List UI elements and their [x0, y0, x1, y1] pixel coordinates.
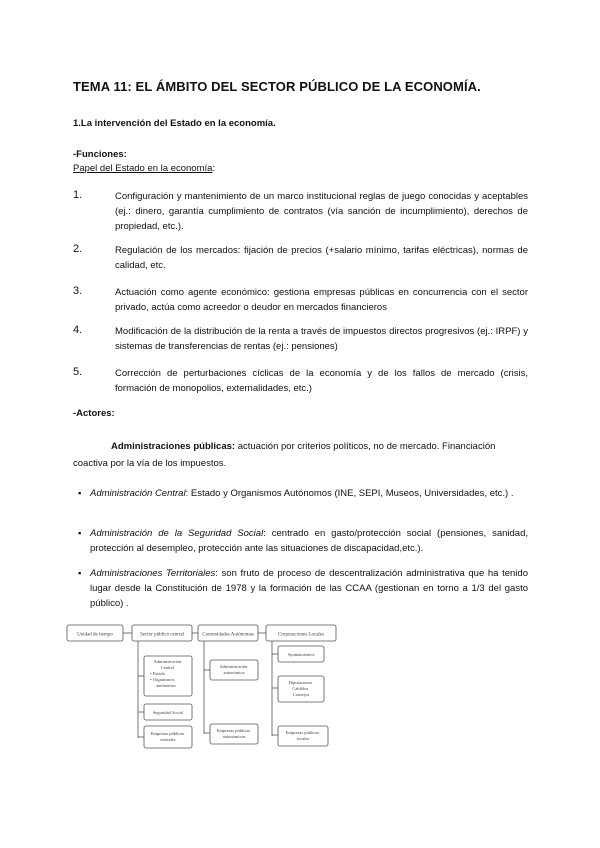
list-item — [73, 285, 528, 315]
diagram-line: Empresas públicas — [150, 731, 185, 736]
diagram-line: Administración — [219, 664, 248, 669]
diagram-line: Consejos — [292, 692, 310, 697]
section-heading: 1.La intervención del Estado en la economía. — [73, 118, 276, 129]
administraciones-bold: Administraciones públicas: — [111, 441, 236, 452]
page-title: TEMA 11: EL ÁMBITO DEL SECTOR PÚBLICO DE LA ECONOMÍA. — [73, 79, 481, 94]
funciones-label: -Funciones: — [73, 149, 127, 160]
list-text: Configuración y mantenimiento de un marco institucional reglas de juego conocidas y aceptables (ej.: dinero, garantía cumplimiento de contratos (vía sanción de incumplimiento), derechos de propiedad, etc.). — [115, 191, 528, 232]
diagram-line: autonómicas — [222, 734, 246, 739]
diagram-box-text: Ayuntamientos — [287, 652, 315, 657]
bullet-text: : centrado en gasto/protección social (pensiones, sanidad, protección al desempleo, protección ante las situaciones de discapacidad,etc.). — [90, 528, 528, 554]
list-item — [73, 189, 528, 234]
actores-label: -Actores: — [73, 408, 115, 419]
list-text: Corrección de perturbaciones cíclicas de la economía y de los fallos de mercado (crisis, formación de monopolios, externalidades, etc.) — [115, 368, 528, 394]
diagram-line: • Organismos — [150, 677, 175, 682]
list-number: 2. — [73, 243, 83, 255]
indent — [73, 441, 111, 452]
list-text: Modificación de la distribución de la renta a través de impuestos directos progresivos (ej.: IRPF) y sistemas de transferencias de rentas (ej.: pensiones) — [115, 326, 528, 352]
bullet-text: : son fruto de proceso de descentralización administrativa que ha tenido lugar desde la Constitución de 1978 y la formación de las CCAA (gestionan en torno a 1/3 del gasto público) . — [90, 568, 528, 609]
diagram-col1-label: Sector público central — [140, 632, 184, 638]
diagram-line: Central — [160, 665, 175, 670]
bullet-text: : Estado y Organismos Autónomos (INE, SEPI, Museos, Universidades, etc.) . — [185, 488, 514, 499]
diagram-line: autonómica — [223, 670, 245, 675]
bullet-italic-name: Administración de la Seguridad Social — [90, 528, 264, 539]
bullet-italic-name: Administración Central — [90, 488, 186, 499]
papel-colon: : — [212, 163, 216, 174]
bullet-icon: ▪ — [78, 488, 82, 499]
bullet-italic-name: Administraciones Territoriales — [90, 568, 216, 579]
list-number: 4. — [73, 324, 83, 336]
diagram-root-label: Unidad de tiempo — [77, 632, 113, 638]
papel-label-text: Papel del Estado en la economía — [73, 163, 213, 174]
list-item — [73, 324, 528, 354]
papel-label — [73, 163, 215, 174]
list-item — [78, 566, 528, 611]
list-number: 5. — [73, 366, 83, 378]
diagram-line: Administración — [153, 659, 182, 664]
list-number: 1. — [73, 189, 83, 201]
list-item — [78, 486, 528, 501]
diagram-line: Diputaciones — [288, 680, 313, 685]
diagram-line: locales — [296, 736, 310, 741]
list-number: 3. — [73, 285, 83, 297]
list-item — [73, 366, 528, 396]
list-text: Regulación de los mercados: fijación de precios (+salario mínimo, tarifas eléctricas), normas de calidad, etc. — [115, 245, 528, 271]
diagram-box-text — [219, 664, 248, 675]
diagram-line: • Estado — [150, 671, 165, 676]
diagram-col3-label: Corporaciones Locales — [278, 632, 324, 638]
diagram-line: Empresas públicas — [216, 728, 251, 733]
administraciones-text: actuación por criterios políticos, no de mercado. Financiación coactiva por la vía de los impuestos. — [73, 441, 496, 469]
diagram-line: Empresas públicas — [285, 730, 320, 735]
list-item — [73, 243, 528, 273]
diagram-box-text: Seguridad Social — [152, 710, 184, 715]
bullet-icon: ▪ — [78, 568, 82, 579]
bullet-icon: ▪ — [78, 528, 82, 539]
diagram-line: Cabildos — [292, 686, 309, 691]
administraciones-paragraph — [73, 438, 528, 472]
diagram-line: estatales — [160, 737, 176, 742]
public-sector-diagram — [66, 624, 346, 754]
list-text: Actuación como agente económico: gestiona empresas públicas en concurrencia con el sector privado, actúa como acreedor o deudor en mercados financieros — [115, 287, 528, 313]
list-item — [78, 526, 528, 556]
diagram-col2-label: Comunidades Autónomas — [202, 632, 254, 638]
diagram-line: autónomos — [156, 683, 176, 688]
